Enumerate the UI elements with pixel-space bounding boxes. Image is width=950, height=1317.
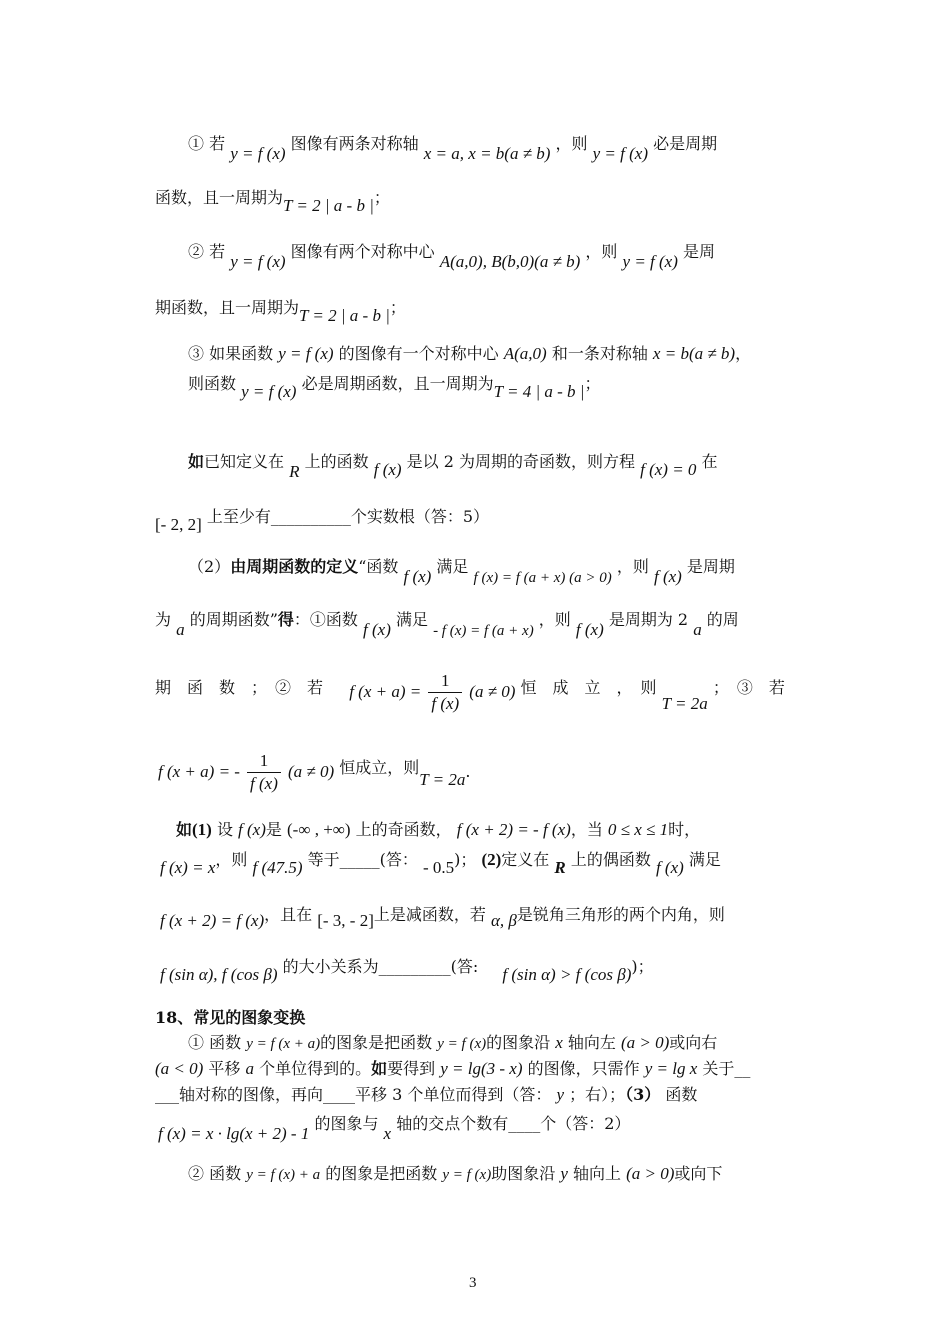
section-heading-18: 18、常见的图象变换 [155, 1008, 306, 1027]
example-2-line-3: f (x + 2) = f (x)，且在 [- 3, - 2]上是减函数，若 α, β是锐角三角形的两个内角，则 [160, 905, 725, 930]
property-1-line-2: 函数，且一周期为T = 2 | a - b |； [155, 188, 390, 215]
transform-2-line-1: ② 函数 y = f (x) + a 的图象是把函数 y = f (x)助图象沿 y 轴向上 (a > 0)或向下 [188, 1164, 723, 1183]
example-2-line-4: f (sin α), f (cos β) 的大小关系为_________(答: f (sin α) > f (cos β))； [160, 957, 654, 984]
example-2-line-1: 如(1) 设 f (x)是 (-∞ , +∞) 上的奇函数， f (x + 2) = - f (x)，当 0 ≤ x ≤ 1时， [176, 820, 701, 839]
property-2-line-2: 期函数，且一周期为T = 2 | a - b |； [155, 298, 406, 325]
periodic-definition-line-1: （2）由周期函数的定义“函数 f (x) 满足 f (x) = f (a + x) (a > 0) ，则 f (x) 是周期 [188, 557, 735, 586]
periodic-definition-line-2: 为 a 的周期函数”得：①函数 f (x) 满足 - f (x) = f (a + x) ，则 f (x) 是周期为 2 a 的周 [155, 610, 739, 639]
transform-1-line-2: (a < 0) 平移 a 个单位得到的。如要得到 y = lg(3 - x) 的图像，只需作 y = lg x 关于__ [155, 1059, 751, 1078]
property-2-line-1: ② 若 y = f (x) 图像有两个对称中心 A(a,0), B(b,0)(a ≠ b) ，则 y = f (x) 是周 [188, 242, 715, 271]
transform-1-line-1: ① 函数 y = f (x + a)的图象是把函数 y = f (x)的图象沿 x 轴向左 (a > 0)或向右 [188, 1033, 718, 1052]
property-3-line-2: 则函数 y = f (x) 必是周期函数，且一周期为T = 4 | a - b |； [188, 374, 601, 401]
fraction-1-over-fx: $\frac{1}{f (x)}$ [428, 670, 462, 715]
example-2-line-2: f (x) = x，则 f (47.5) 等于_____(答： - 0.5)； (2)定义在 R 上的偶函数 f (x) 满足 [160, 850, 721, 877]
transform-1-line-4: f (x) = x · lg(x + 2) - 1 的图象与 x 轴的交点个数有____个（答：2） [158, 1114, 631, 1143]
example-1-line-1: 如已知定义在 R 上的函数 f (x) 是以 2 为周期的奇函数，则方程 f (x) = 0 在 [188, 452, 718, 481]
example-1-line-2: [- 2, 2] 上至少有__________个实数根（答：5） [155, 507, 490, 534]
fraction-neg-1-over-fx: $\frac{1}{f (x)}$ [247, 750, 281, 795]
transform-1-line-3: ___轴对称的图像，再向____平移 3 个单位而得到（答： y ；右）；（3） 函数 [155, 1085, 698, 1104]
property-1-line-1: ① 若 y = f (x) 图像有两条对称轴 x = a, x = b(a ≠ b) ，则 y = f (x) 必是周期 [188, 134, 718, 163]
periodic-definition-line-4: f (x + a) = - $\frac{1}{f (x)}$ (a ≠ 0) 恒成立，则T = 2a. [158, 751, 471, 793]
page-number: 3 [469, 1275, 477, 1291]
property-3-line-1: ③ 如果函数 y = f (x) 的图像有一个对称中心 A(a,0) 和一条对称轴 x = b(a ≠ b)， [188, 344, 752, 363]
periodic-definition-line-3: 期 函 数 ； ② 若 f (x + a) = $\frac{1}{f (x)}$ (a ≠ 0) 恒 成 立 ， 则 T = 2a ； ③ 若 [155, 671, 785, 713]
